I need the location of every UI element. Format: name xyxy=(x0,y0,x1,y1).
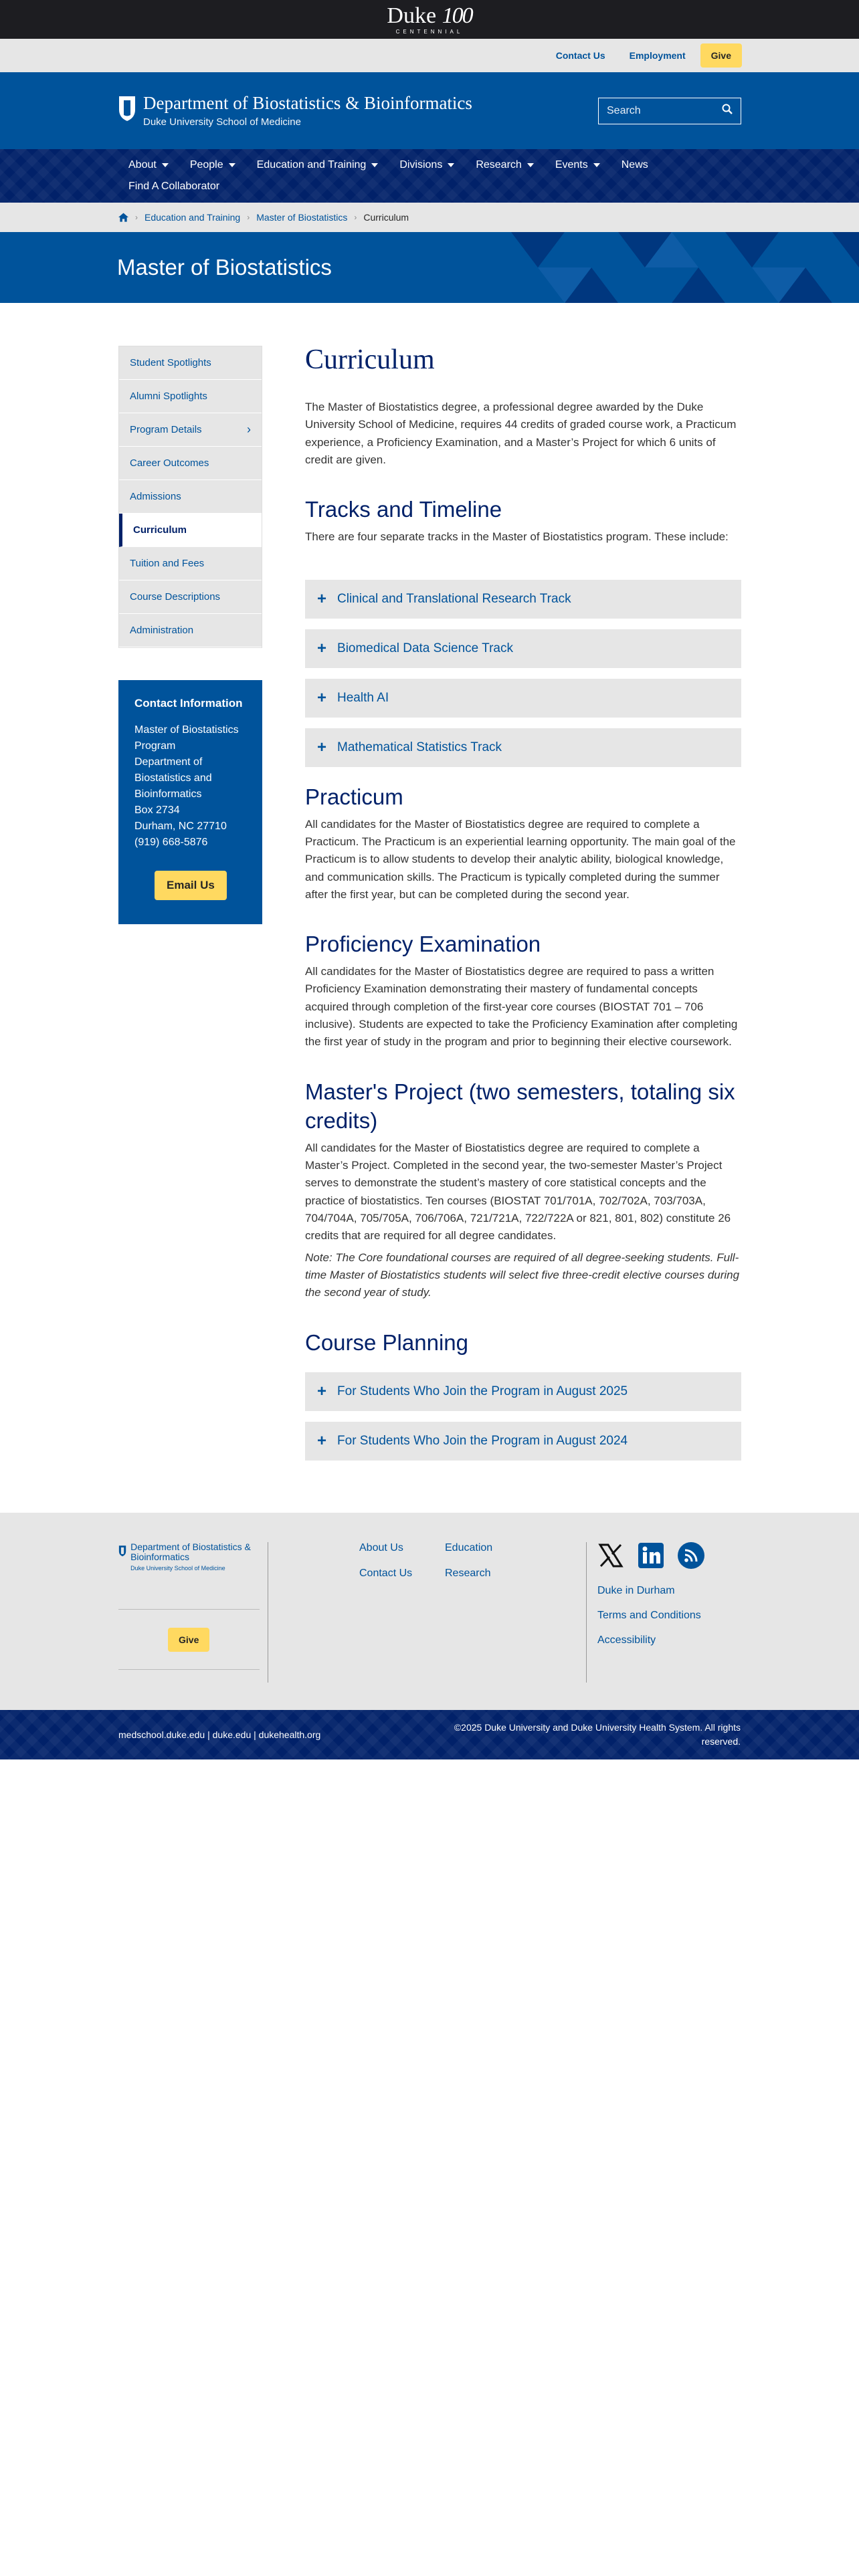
nav-item-education-and-training[interactable] xyxy=(246,159,389,171)
nav-item-find-collaborator[interactable]: Find A Collaborator xyxy=(128,181,220,192)
nav-item-label: Research xyxy=(476,159,522,171)
nav-item-label: People xyxy=(189,159,223,171)
breadcrumb xyxy=(0,203,859,232)
caret-down-icon xyxy=(593,163,600,167)
search-input[interactable] xyxy=(598,98,741,124)
chevron-right-icon: › xyxy=(247,213,250,222)
sidebar-item-career-outcomes[interactable] xyxy=(119,447,262,480)
course-planning-section xyxy=(305,1329,741,1461)
footer-brand-subtitle: Duke University School of Medicine xyxy=(130,1565,225,1572)
tracks-heading: Tracks and Timeline xyxy=(305,497,502,522)
duke-shield-icon xyxy=(118,95,136,122)
link-dukehealth[interactable]: dukehealth.org xyxy=(258,1729,321,1740)
plus-icon: + xyxy=(317,589,327,608)
employment-link[interactable]: Employment xyxy=(629,50,686,61)
footer-brand[interactable] xyxy=(118,1542,268,1572)
home-icon[interactable] xyxy=(118,213,128,222)
nav-item-research[interactable] xyxy=(465,159,544,171)
sidebar-item-label: Program Details xyxy=(130,424,202,435)
page-title: Curriculum xyxy=(305,344,435,375)
footer-link-research[interactable]: Research xyxy=(445,1567,491,1579)
planning-accordion-label: For Students Who Join the Program in August 2024 xyxy=(337,1433,628,1448)
link-duke-edu[interactable]: duke.edu xyxy=(212,1729,252,1740)
track-accordion-item[interactable] xyxy=(305,728,741,767)
nav-item-divisions[interactable] xyxy=(389,159,465,171)
footer-right-column xyxy=(586,1542,704,1683)
nav-item-label: Education and Training xyxy=(256,159,367,171)
copyright: ©2025 Duke University and Duke University Health System. All rights reserved. xyxy=(454,1721,741,1747)
planning-accordion xyxy=(305,1372,741,1461)
duke-centennial-logo[interactable] xyxy=(387,5,472,35)
tracks-text: There are four separate tracks in the Master of Biostatistics program. These include: xyxy=(305,530,729,544)
footer-give-button[interactable]: Give xyxy=(168,1628,209,1652)
search-placeholder: Search xyxy=(607,104,641,116)
contact-card xyxy=(118,680,262,924)
content-area xyxy=(0,303,859,1471)
nav-item-label: Divisions xyxy=(399,159,443,171)
email-us-button[interactable]: Email Us xyxy=(155,871,227,900)
project-text: All candidates for the Master of Biostatistics degree are required to complete a Master’s Project. Completed in the second year, the two-semester Master’s Project serves to demonstrate the student’s mastery of core statistical concepts and the practice of biostatistics. Ten courses (BIOSTAT 701/701A, 702/702A, 703/703A, 704/704A, 705/705A, 706/706A, 721/721A, 722/722A or 821, 801, 802) constitute 26 credits that are required for all degree candidates. xyxy=(305,1141,731,1243)
link-medschool[interactable]: medschool.duke.edu xyxy=(118,1729,205,1740)
nav-item-about[interactable] xyxy=(118,159,179,171)
chevron-right-icon: › xyxy=(135,213,138,222)
sidebar-item-label: Alumni Spotlights xyxy=(130,391,207,402)
x-icon[interactable] xyxy=(597,1542,624,1569)
sidebar-item-label: Student Spotlights xyxy=(130,357,211,368)
planning-accordion-item[interactable] xyxy=(305,1422,741,1461)
divider xyxy=(118,1609,260,1610)
practicum-text: All candidates for the Master of Biostatistics degree are required to complete a Practicum. The Practicum is an experiential learning opportunity. The main goal of the Practicum is to allow students to develop their analytic ability, biological knowledge, and communication skills. The Practicum is typically completed during the summer after the first year, but can be completed during the second year. xyxy=(305,817,736,901)
department-subtitle: Duke University School of Medicine xyxy=(143,116,301,128)
caret-down-icon xyxy=(527,163,534,167)
practicum-section xyxy=(305,783,741,904)
nav-item-news[interactable] xyxy=(611,159,659,171)
tracks-section xyxy=(305,496,741,766)
linkedin-icon[interactable] xyxy=(638,1542,664,1569)
give-button[interactable]: Give xyxy=(700,43,742,68)
project-heading: Master's Project (two semesters, totaling six credits) xyxy=(305,1079,735,1133)
chevron-right-icon: › xyxy=(354,213,357,222)
nav-row-2 xyxy=(118,176,741,197)
sidebar-item-label: Course Descriptions xyxy=(130,591,221,603)
sidebar-item-curriculum[interactable] xyxy=(119,514,262,547)
plus-icon: + xyxy=(317,688,327,707)
sidebar-item-tuition-and-fees[interactable] xyxy=(119,547,262,580)
sidebar-item-label: Curriculum xyxy=(133,524,187,536)
duke-shield-icon xyxy=(118,1542,126,1560)
footer-brand-title: Department of Biostatistics & Bioinformatics xyxy=(130,1541,251,1562)
sidebar-item-label: Career Outcomes xyxy=(130,457,209,469)
practicum-heading: Practicum xyxy=(305,784,403,809)
logo-number: 100 xyxy=(442,3,472,28)
nav-item-label: Events xyxy=(555,159,588,171)
footer-links xyxy=(268,1542,586,1710)
footer-link-education[interactable]: Education xyxy=(445,1541,493,1553)
footer-brand-column xyxy=(118,1542,268,1683)
nav-row xyxy=(118,154,741,176)
sidebar-item-label: Tuition and Fees xyxy=(130,558,205,569)
bottom-bar xyxy=(0,1710,859,1759)
global-bar xyxy=(0,0,859,39)
main-content xyxy=(305,346,741,1471)
rss-icon[interactable] xyxy=(678,1542,704,1569)
contact-line: Department of Biostatistics and Bioinformatics xyxy=(134,756,212,800)
department-title: Department of Biostatistics & Bioinformatics xyxy=(143,92,472,113)
track-accordion-item[interactable] xyxy=(305,580,741,619)
caret-down-icon xyxy=(229,163,235,167)
sidebar-item-program-details[interactable] xyxy=(119,413,262,447)
sidebar-item-alumni-spotlights[interactable] xyxy=(119,380,262,413)
contact-line: Box 2734 xyxy=(134,804,180,817)
contact-line: Master of Biostatistics Program xyxy=(134,724,239,752)
breadcrumb-master-biostatistics[interactable]: Master of Biostatistics xyxy=(256,212,348,223)
contact-phone: (919) 668-5876 xyxy=(134,837,208,849)
track-accordion-item[interactable] xyxy=(305,629,741,668)
footer-link-contact[interactable]: Contact Us xyxy=(359,1567,413,1579)
project-section xyxy=(305,1078,741,1302)
breadcrumb-education[interactable]: Education and Training xyxy=(145,212,241,223)
logo-word: Duke xyxy=(387,3,437,28)
department-brand[interactable] xyxy=(118,94,472,128)
plus-icon: + xyxy=(317,738,327,756)
sidebar-item-label: Admissions xyxy=(130,491,181,502)
banner-pattern xyxy=(511,232,859,303)
track-accordion-label: Health AI xyxy=(337,690,389,705)
caret-down-icon xyxy=(162,163,169,167)
sidebar-item-student-spotlights[interactable] xyxy=(119,346,262,380)
external-links: medschool.duke.edu | duke.edu | dukehealth.org xyxy=(118,1729,321,1740)
tracks-accordion xyxy=(305,580,741,767)
nav-item-label: About xyxy=(128,159,157,171)
footer-link-about[interactable]: About Us xyxy=(359,1541,403,1553)
search-icon[interactable] xyxy=(722,104,733,118)
main-navigation xyxy=(0,149,859,203)
plus-icon: + xyxy=(317,1382,327,1400)
sidebar-item-admissions[interactable] xyxy=(119,480,262,514)
contact-us-link[interactable]: Contact Us xyxy=(555,50,605,61)
proficiency-heading: Proficiency Examination xyxy=(305,932,541,957)
site-header xyxy=(0,72,859,149)
caret-down-icon xyxy=(371,163,378,167)
caret-down-icon xyxy=(448,163,454,167)
social-links xyxy=(597,1542,704,1569)
project-note: Note: The Core foundational courses are required of all degree-seeking students. Full-time Master of Biostatistics students will select five three-credit elective courses during the second year of study. xyxy=(305,1251,740,1299)
course-planning-heading: Course Planning xyxy=(305,1329,468,1355)
footer-link-terms[interactable]: Terms and Conditions xyxy=(597,1609,701,1621)
planning-accordion-item[interactable] xyxy=(305,1372,741,1411)
site-footer xyxy=(0,1513,859,1710)
plus-icon: + xyxy=(317,639,327,657)
page-banner xyxy=(0,232,859,303)
footer-link-accessibility[interactable]: Accessibility xyxy=(597,1634,656,1646)
sidebar-nav xyxy=(118,346,262,648)
divider xyxy=(118,1669,260,1670)
sidebar-item-administration[interactable] xyxy=(119,614,262,647)
proficiency-section xyxy=(305,930,741,1051)
track-accordion-label: Biomedical Data Science Track xyxy=(337,641,513,655)
breadcrumb-current: Curriculum xyxy=(363,212,409,223)
proficiency-text: All candidates for the Master of Biostatistics degree are required to pass a written Proficiency Examination demonstrating their mastery of fundamental concepts acquired through completion of the first-year core courses (BIOSTAT 701 – 706 inclusive). Students are expected to take the Proficiency Examination after completing the first year of study in the program and prior to beginning their elective coursework. xyxy=(305,965,738,1049)
logo-sub: CENTENNIAL xyxy=(395,28,464,35)
track-accordion-label: Clinical and Translational Research Track xyxy=(337,591,571,606)
nav-item-events[interactable] xyxy=(545,159,611,171)
planning-accordion-label: For Students Who Join the Program in August 2025 xyxy=(337,1384,628,1398)
banner-title: Master of Biostatistics xyxy=(117,255,332,280)
sidebar-item-course-descriptions[interactable] xyxy=(119,580,262,614)
nav-item-people[interactable] xyxy=(179,159,246,171)
sidebar xyxy=(118,346,262,1471)
nav-item-label: News xyxy=(621,159,648,171)
intro-paragraph: The Master of Biostatistics degree, a professional degree awarded by the Duke University School of Medicine, requires 44 credits of graded course work, a Practicum experience, a Proficiency Examination, and a Master’s Project for which 6 units of credit are given. xyxy=(305,401,737,467)
chevron-right-icon[interactable]: › xyxy=(247,423,251,436)
contact-heading: Contact Information xyxy=(134,697,243,710)
contact-line: Durham, NC 27710 xyxy=(134,821,227,833)
footer-link-duke-in-durham[interactable]: Duke in Durham xyxy=(597,1584,675,1596)
utility-bar xyxy=(0,39,859,72)
sidebar-item-label: Administration xyxy=(130,625,194,636)
track-accordion-item[interactable] xyxy=(305,679,741,718)
track-accordion-label: Mathematical Statistics Track xyxy=(337,740,502,754)
plus-icon: + xyxy=(317,1431,327,1450)
